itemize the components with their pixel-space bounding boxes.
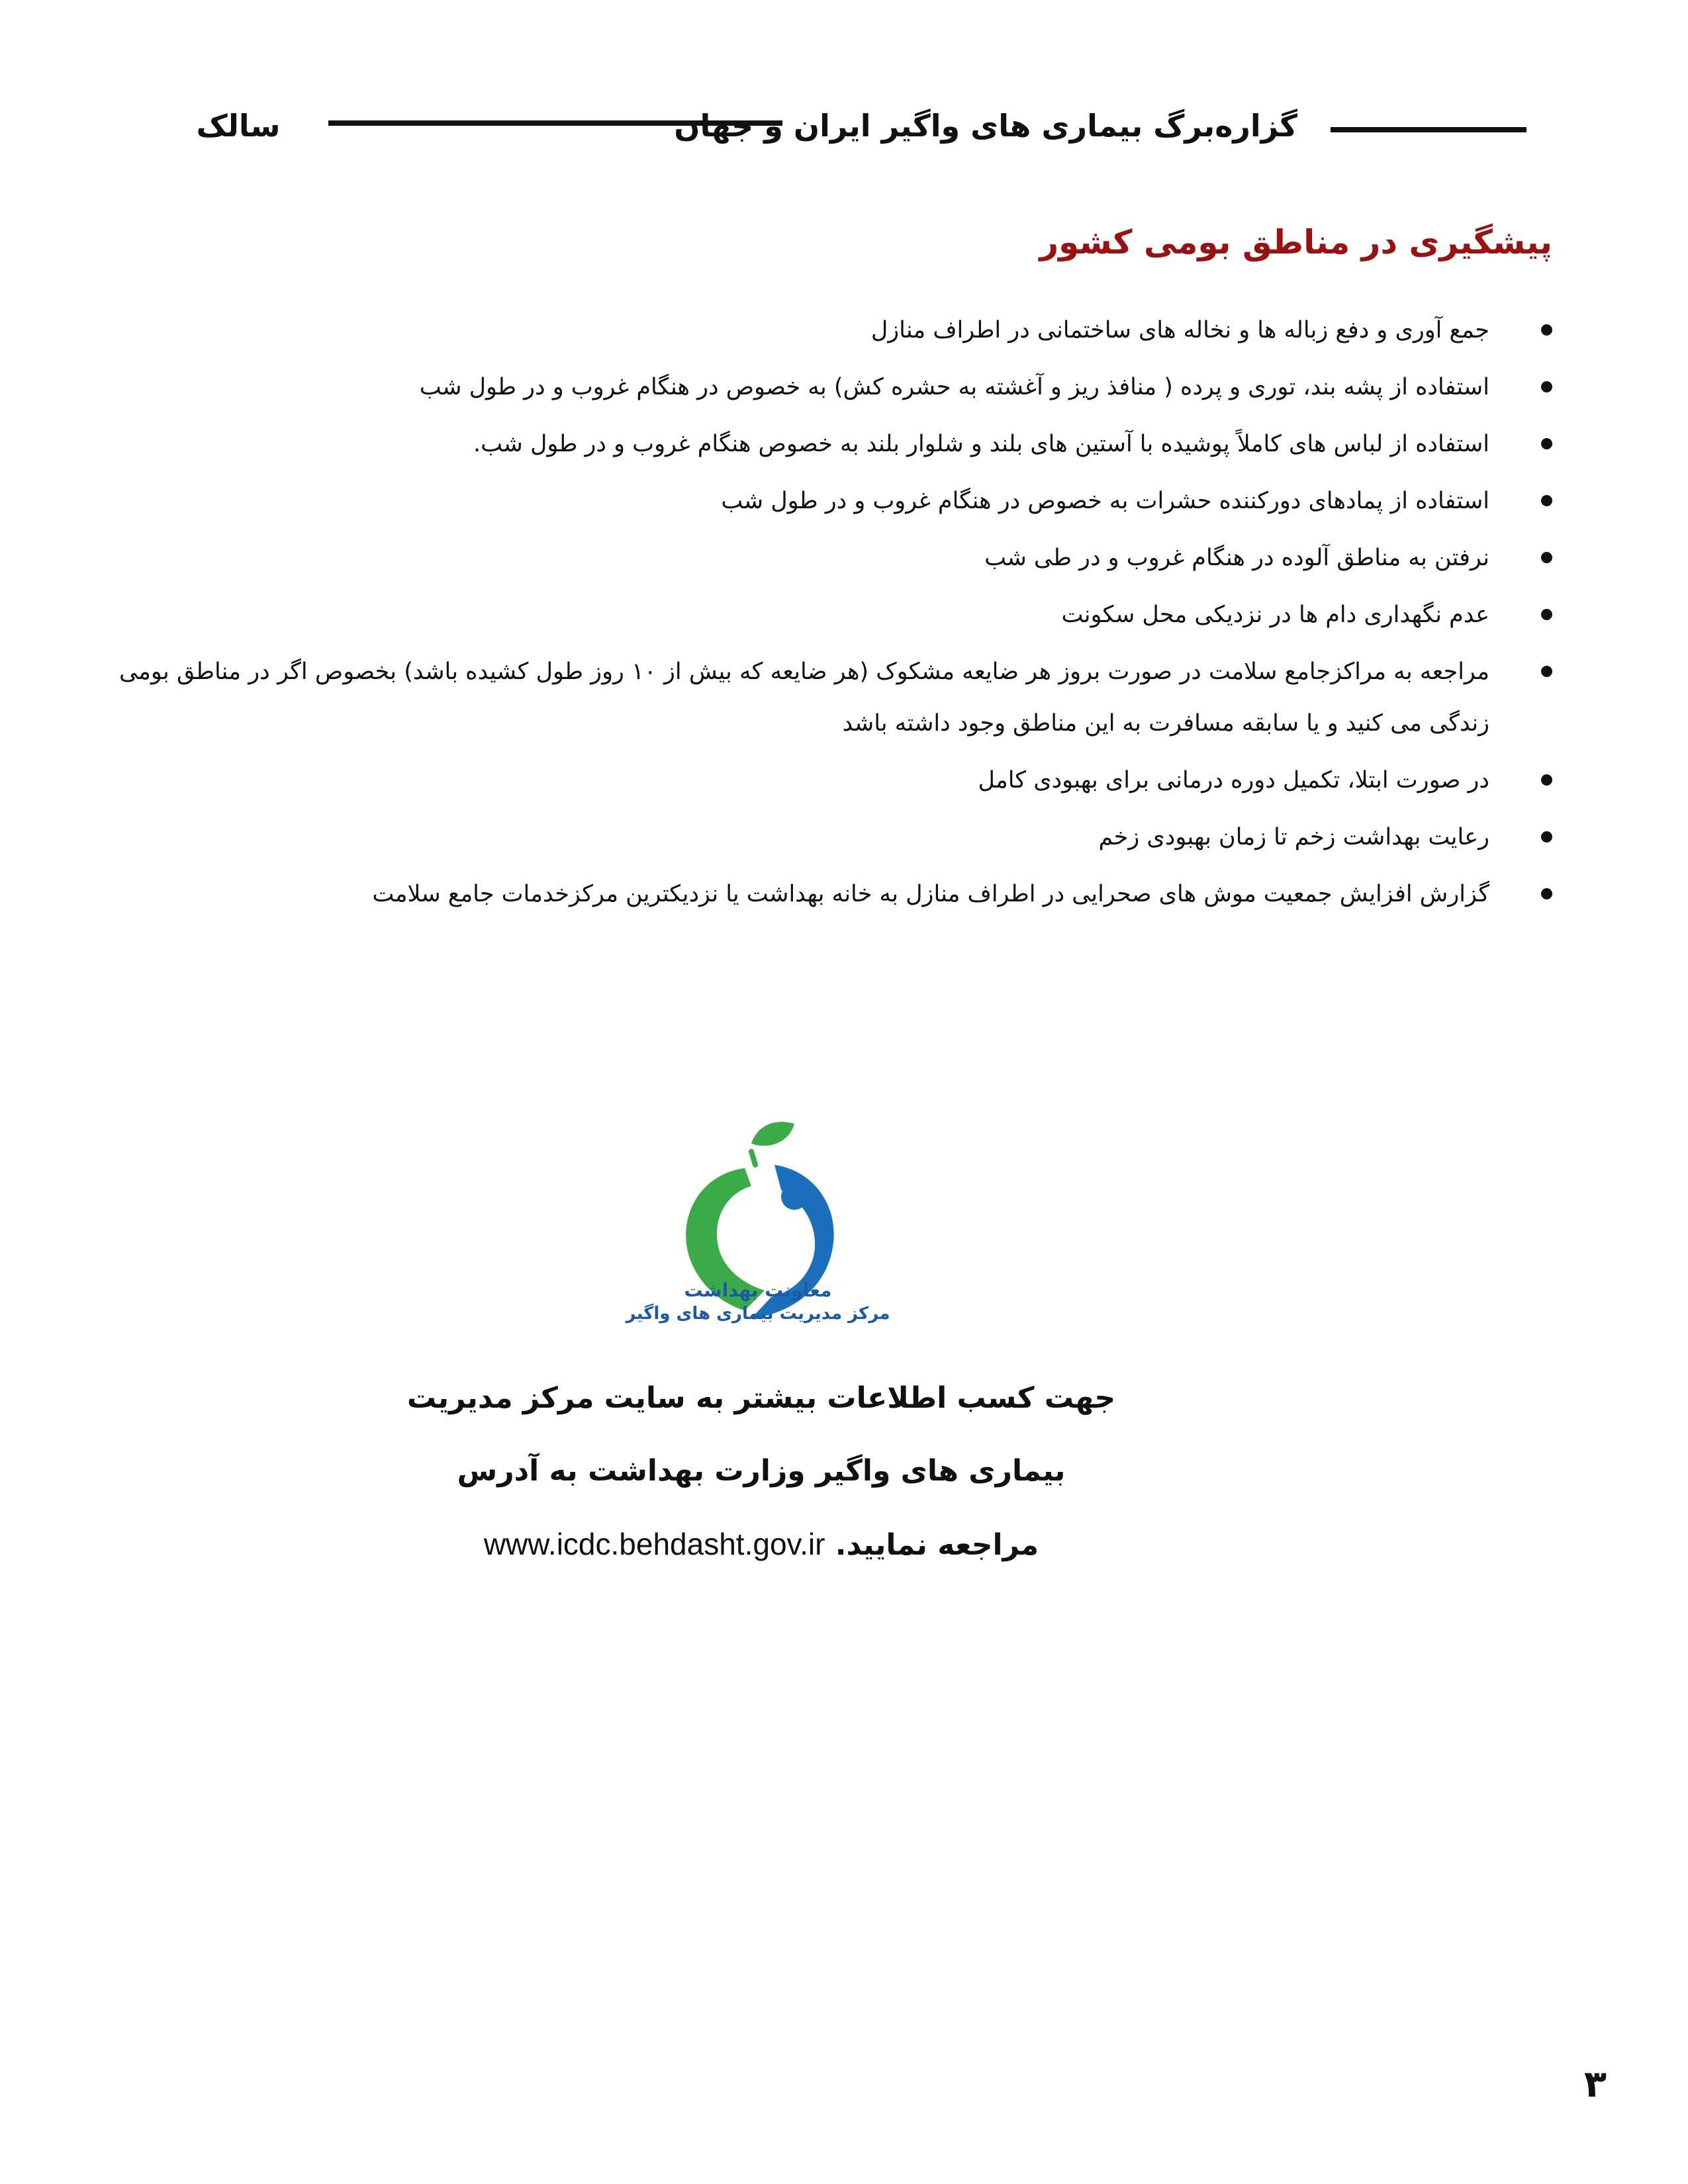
logo-caption-center: مرکز مدیریت بیماری های واگیر xyxy=(626,1304,890,1324)
list-item-text: در صورت ابتلا، تکمیل دوره درمانی برای بهبودی کامل xyxy=(978,767,1489,794)
bullet-icon xyxy=(1541,552,1552,563)
bullet-icon xyxy=(1541,666,1552,677)
list-item-text: گزارش افزایش جمعیت موش های صحرایی در اطراف منازل به خانه بهداشت یا نزدیکترین مرکزخدمات جامع سلامت xyxy=(372,881,1489,907)
website-link[interactable]: www.icdc.behdasht.gov.ir xyxy=(483,1527,825,1561)
cta-suffix: مراجعه نمایید. xyxy=(835,1528,1039,1562)
header-title: گزاره‌برگ بیماری های واگیر ایران و جهان xyxy=(674,108,1297,144)
header-rule-right xyxy=(1331,127,1526,132)
cta-line-2: بیماری های واگیر وزارت بهداشت به آدرس xyxy=(457,1454,1066,1488)
list-item-text: مراجعه به مراکزجامع سلامت در صورت بروز هر ضایعه مشکوک (هر ضایعه که بیش از ۱۰ روز طول کشیده باشد) بخصوص اگر در مناطق بومی زندگی می کنید و یا سابقه مسافرت به این مناطق وجود داشته باشد xyxy=(119,659,1489,737)
logo-head-icon xyxy=(781,1183,808,1210)
list-item xyxy=(119,532,1552,584)
list-item-text: استفاده از لباس های کاملاً پوشیده با آستین های بلند و شلوار بلند به خصوص هنگام غروب و در طول شب. xyxy=(473,431,1489,457)
page-number: ۳ xyxy=(1583,2063,1607,2106)
list-item xyxy=(119,589,1552,641)
list-item xyxy=(119,646,1552,749)
list-item-text: استفاده از پشه بند، توری و پرده ( منافذ ریز و آغشته به حشره کش) به خصوص در هنگام غروب و در طول شب xyxy=(419,374,1489,400)
cta-line-1: جهت کسب اطلاعات بیشتر به سایت مرکز مدیریت xyxy=(406,1381,1116,1415)
list-item-text: عدم نگهداری دام ها در نزدیکی محل سکونت xyxy=(1061,602,1489,628)
list-item xyxy=(119,475,1552,527)
list-item xyxy=(119,304,1552,356)
prevention-list xyxy=(119,304,1552,925)
bullet-icon xyxy=(1541,438,1552,449)
cta-line-3 xyxy=(397,1521,1125,1569)
bullet-icon xyxy=(1541,495,1552,506)
list-item xyxy=(119,868,1552,920)
list-item xyxy=(119,418,1552,470)
bullet-icon xyxy=(1541,831,1552,842)
bullet-icon xyxy=(1541,774,1552,786)
list-item xyxy=(119,361,1552,413)
list-item-text: جمع آوری و دفع زباله ها و نخاله های ساختمانی در اطراف منازل xyxy=(870,317,1489,343)
list-item-text: نرفتن به مناطق آلوده در هنگام غروب و در طی شب xyxy=(984,545,1489,571)
logo-stem-icon xyxy=(751,1152,755,1165)
bullet-icon xyxy=(1541,888,1552,899)
section-heading: پیشگیری در مناطق بومی کشور xyxy=(1039,223,1552,261)
list-item-text: استفاده از پمادهای دورکننده حشرات به خصوص در هنگام غروب و در طول شب xyxy=(721,488,1489,514)
list-item-text: رعایت بهداشت زخم تا زمان بهبودی زخم xyxy=(1098,824,1489,850)
bullet-icon xyxy=(1541,609,1552,620)
logo-caption-deputy: معاونت بهداشت xyxy=(684,1279,832,1301)
logo-leaf-icon xyxy=(751,1122,794,1146)
bullet-icon xyxy=(1541,324,1552,336)
list-item xyxy=(119,754,1552,806)
header-topic: سالک xyxy=(196,108,281,144)
bullet-icon xyxy=(1541,381,1552,392)
list-item xyxy=(119,811,1552,863)
